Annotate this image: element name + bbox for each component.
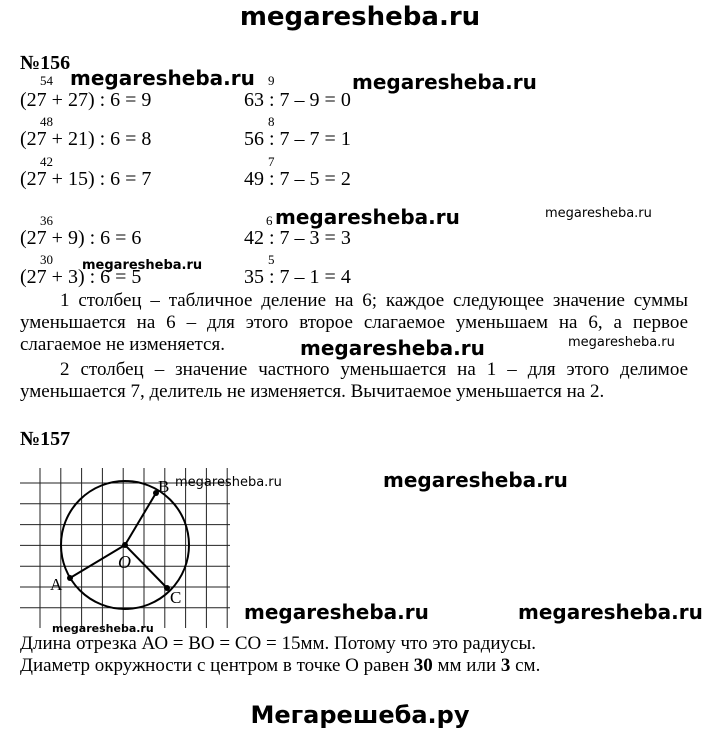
equation: 63 : 7 – 9 = 0 (244, 89, 351, 111)
label-b: B (158, 477, 170, 496)
answer-text: мм или (432, 655, 501, 676)
task-156-number: №156 (20, 52, 71, 74)
equation: (27 + 9) : 6 = 6 (20, 227, 142, 249)
watermark: megaresheba.ru (383, 468, 568, 492)
superscript: 54 (40, 73, 53, 88)
watermark: megaresheba.ru (275, 205, 460, 229)
superscript: 9 (268, 73, 275, 88)
watermark: megaresheba.ru (518, 600, 703, 624)
explanation-paragraph-2: 2 столбец – значение частного уменьшается на 1 – для этого делимое уменьшается 7, делитель не изменяется. Вычитаемое уменьшается на 2. (20, 359, 688, 402)
radius-oa (70, 545, 125, 578)
watermark: megaresheba.ru (300, 336, 485, 360)
superscript: 30 (40, 252, 53, 267)
answer-line-2 (20, 655, 540, 677)
point-a (67, 575, 73, 581)
superscript: 36 (40, 213, 53, 228)
watermark: megaresheba.ru (568, 335, 675, 350)
watermark: megaresheba.ru (244, 600, 429, 624)
equation: (27 + 21) : 6 = 8 (20, 128, 152, 150)
header-site-title[interactable]: megaresheba.ru (239, 2, 481, 32)
answer-line-1: Длина отрезка АО = ВО = СО = 15мм. Потому что это радиусы. (20, 633, 536, 654)
label-c: C (170, 588, 182, 607)
equation: 49 : 7 – 5 = 2 (244, 168, 351, 190)
superscript: 42 (40, 154, 53, 169)
equation: 56 : 7 – 7 = 1 (244, 128, 351, 150)
explanation-paragraph-1: 1 столбец – табличное деление на 6; каждое следующее значение суммы уменьшается на 6 – для этого второе слагаемое уменьшаем на 6, а первое слагаемое не изменяется. (20, 290, 688, 355)
equation: (27 + 15) : 6 = 7 (20, 168, 152, 190)
superscript: 8 (268, 114, 275, 129)
superscript: 7 (268, 154, 275, 169)
radius-ob (125, 493, 156, 545)
superscript: 6 (266, 213, 273, 228)
watermark: megaresheba.ru (545, 206, 652, 221)
task-157-number: №157 (20, 428, 71, 450)
diameter-mm: 30 (413, 655, 433, 676)
equation: 35 : 7 – 1 = 4 (244, 266, 351, 288)
watermark: megaresheba.ru (352, 70, 537, 94)
point-o (122, 542, 128, 548)
footer-site-title[interactable]: Мегарешеба.ру (250, 701, 470, 729)
watermark: megaresheba.ru (82, 258, 203, 273)
equation: (27 + 3) : 6 = 5 (20, 266, 142, 288)
superscript: 5 (268, 252, 275, 267)
label-a: A (50, 575, 63, 594)
label-o: O (118, 552, 131, 572)
equation: 42 : 7 – 3 = 3 (244, 227, 351, 249)
answer-text: см. (510, 655, 541, 676)
watermark: megaresheba.ru (175, 475, 282, 490)
watermark: megaresheba.ru (52, 622, 154, 635)
diameter-cm: 3 (500, 655, 511, 676)
equation: (27 + 27) : 6 = 9 (20, 89, 152, 111)
superscript: 48 (40, 114, 53, 129)
answer-text: Диаметр окружности с центром в точке О равен (20, 655, 414, 676)
watermark: megaresheba.ru (70, 66, 255, 90)
